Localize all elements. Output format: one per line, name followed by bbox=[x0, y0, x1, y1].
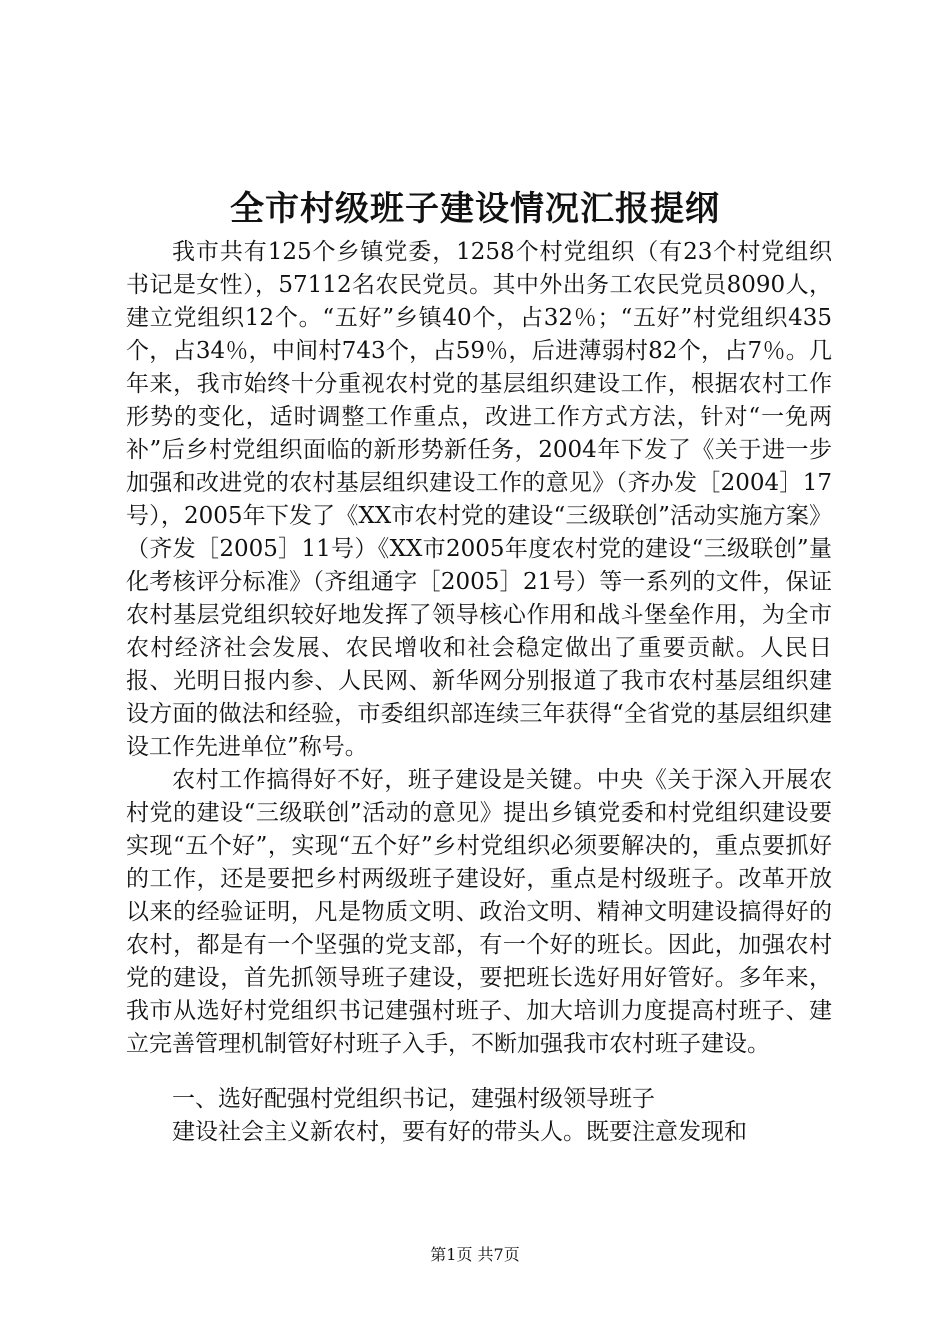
paragraph-spacer bbox=[126, 1061, 832, 1083]
body-paragraph-2: 农村工作搞得好不好，班子建设是关键。中央《关于深入开展农村党的建设“三级联创”活动的意见》提出乡镇党委和村党组织建设要实现“五个好”，实现“五个好”乡村党组织必须要解决的，重点要抓好的工作，还是要把乡村两级班子建设好，重点是村级班子。改革开放以来的经验证明，凡是物质文明、政治文明、精神文明建设搞得好的农村，都是有一个坚强的党支部，有一个好的班长。因此，加强农村党的建设，首先抓领导班子建设，要把班长选好用好管好。多年来，我市从选好村党组织书记建强村班子、加大培训力度提高村班子、建立完善管理机制管好村班子入手，不断加强我市农村班子建设。 bbox=[126, 767, 832, 1057]
section-heading: 一、选好配强村党组织书记，建强村级领导班子 bbox=[172, 1086, 655, 1112]
document-body bbox=[126, 236, 832, 1149]
section-paragraph: 建设社会主义新农村，要有好的带头人。既要注意发现和 bbox=[172, 1119, 747, 1145]
body-paragraph-1: 我市共有125个乡镇党委，1258个村党组织（有23个村党组织书记是女性），57112名农民党员。其中外出务工农民党员8090人，建立党组织12个。“五好”乡镇40个，占32％；“五好”村党组织435个，占34％，中间村743个，占59％，后进薄弱村82个，占7％。几年来，我市始终十分重视农村党的基层组织建设工作，根据农村工作形势的变化，适时调整工作重点，改进工作方式方法，针对“一免两补”后乡村党组织面临的新形势新任务，2004年下发了《关于进一步加强和改进党的农村基层组织建设工作的意见》（齐办发［2004］17号），2005年下发了《XX市农村党的建设“三级联创”活动实施方案》（齐发［2005］11号）《XX市2005年度农村党的建设“三级联创”量化考核评分标准》（齐组通字［2005］21号）等一系列的文件，保证农村基层党组织较好地发挥了领导核心作用和战斗堡垒作用，为全市农村经济社会发展、农民增收和社会稳定做出了重要贡献。人民日报、光明日报内参、人民网、新华网分别报道了我市农村基层组织建设方面的做法和经验，市委组织部连续三年获得“全省党的基层组织建设工作先进单位”称号。 bbox=[126, 239, 832, 760]
document-title: 全市村级班子建设情况汇报提纲 bbox=[230, 189, 720, 229]
page-footer: 第1页 共7页 bbox=[430, 1245, 520, 1264]
